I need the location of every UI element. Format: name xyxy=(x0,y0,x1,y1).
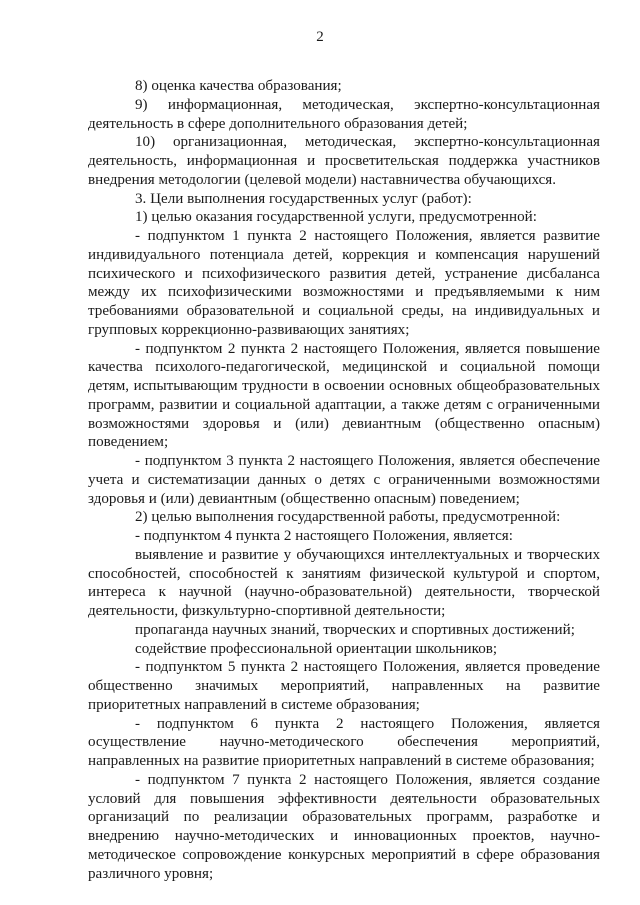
paragraph: - подпунктом 4 пункта 2 настоящего Положения, является: xyxy=(135,528,513,544)
paragraph: 9) информационная, методическая, экспертно-консультационная деятельность в сфере дополнительного образования детей; xyxy=(88,96,600,132)
paragraph: - подпунктом 7 пункта 2 настоящего Положения, является создание условий для повышения эффективности деятельности образовательных организаций по реализации образовательных программ, разработке и внедрению научно-методических и инновационных проектов, научно-методическое сопровождение конкурсных мероприятий в сфере образования различного уровня; xyxy=(88,771,600,882)
paragraph: - подпунктом 5 пункта 2 настоящего Положения, является проведение общественно значимых мероприятий, направленных на развитие приоритетных направлений в системе образования; xyxy=(88,659,600,713)
paragraph: выявление и развитие у обучающихся интеллектуальных и творческих способностей, способностей к занятиям физической культурой и спортом, интереса к научной (научно-образовательной) деятельности, творческой деятельности, физкультурно-спортивной деятельности; xyxy=(88,546,600,619)
paragraph: пропаганда научных знаний, творческих и спортивных достижений; xyxy=(135,621,575,638)
paragraph: содействие профессиональной ориентации школьников; xyxy=(135,640,498,657)
paragraph: - подпунктом 6 пункта 2 настоящего Положения, является осуществление научно-методического обеспечения мероприятий, направленных на развитие приоритетных направлений в системе образования; xyxy=(88,715,600,769)
document-body xyxy=(88,77,600,883)
paragraph: - подпунктом 3 пункта 2 настоящего Положения, является обеспечение учета и систематизации данных о детях с ограниченными возможностями здоровья и (или) девиантным (общественно опасным) поведением; xyxy=(88,453,600,507)
paragraph: 8) оценка качества образования; xyxy=(135,78,342,94)
paragraph: 1) целью оказания государственной услуги, предусмотренной: xyxy=(135,209,537,226)
page-number: 2 xyxy=(316,29,324,45)
paragraph: - подпунктом 2 пункта 2 настоящего Положения, является повышение качества психолого-педагогической, медицинской и социальной помощи детям, испытывающим трудности в освоении основных общеобразовательных программ, развитии и социальной адаптации, а также детям с ограниченными возможностями здоровья и (или) девиантным (общественно опасным) поведением; xyxy=(88,340,600,451)
paragraph: - подпунктом 1 пункта 2 настоящего Положения, является развитие индивидуального потенциала детей, коррекция и компенсация нарушений психического и психофизического развития детей, устранение дисбаланса между их психофизическими возможностями и предъявляемыми к ним требованиями образовательной и социальной среды, на индивидуальных и групповых коррекционно-развивающих занятиях; xyxy=(88,228,600,338)
paragraph: 3. Цели выполнения государственных услуг (работ): xyxy=(135,190,472,207)
paragraph: 2) целью выполнения государственной работы, предусмотренной: xyxy=(135,509,561,526)
paragraph: 10) организационная, методическая, экспертно-консультационная деятельность, информационная и просветительская поддержка участников внедрения методологии (целевой модели) наставничества обучающихся. xyxy=(88,134,600,188)
